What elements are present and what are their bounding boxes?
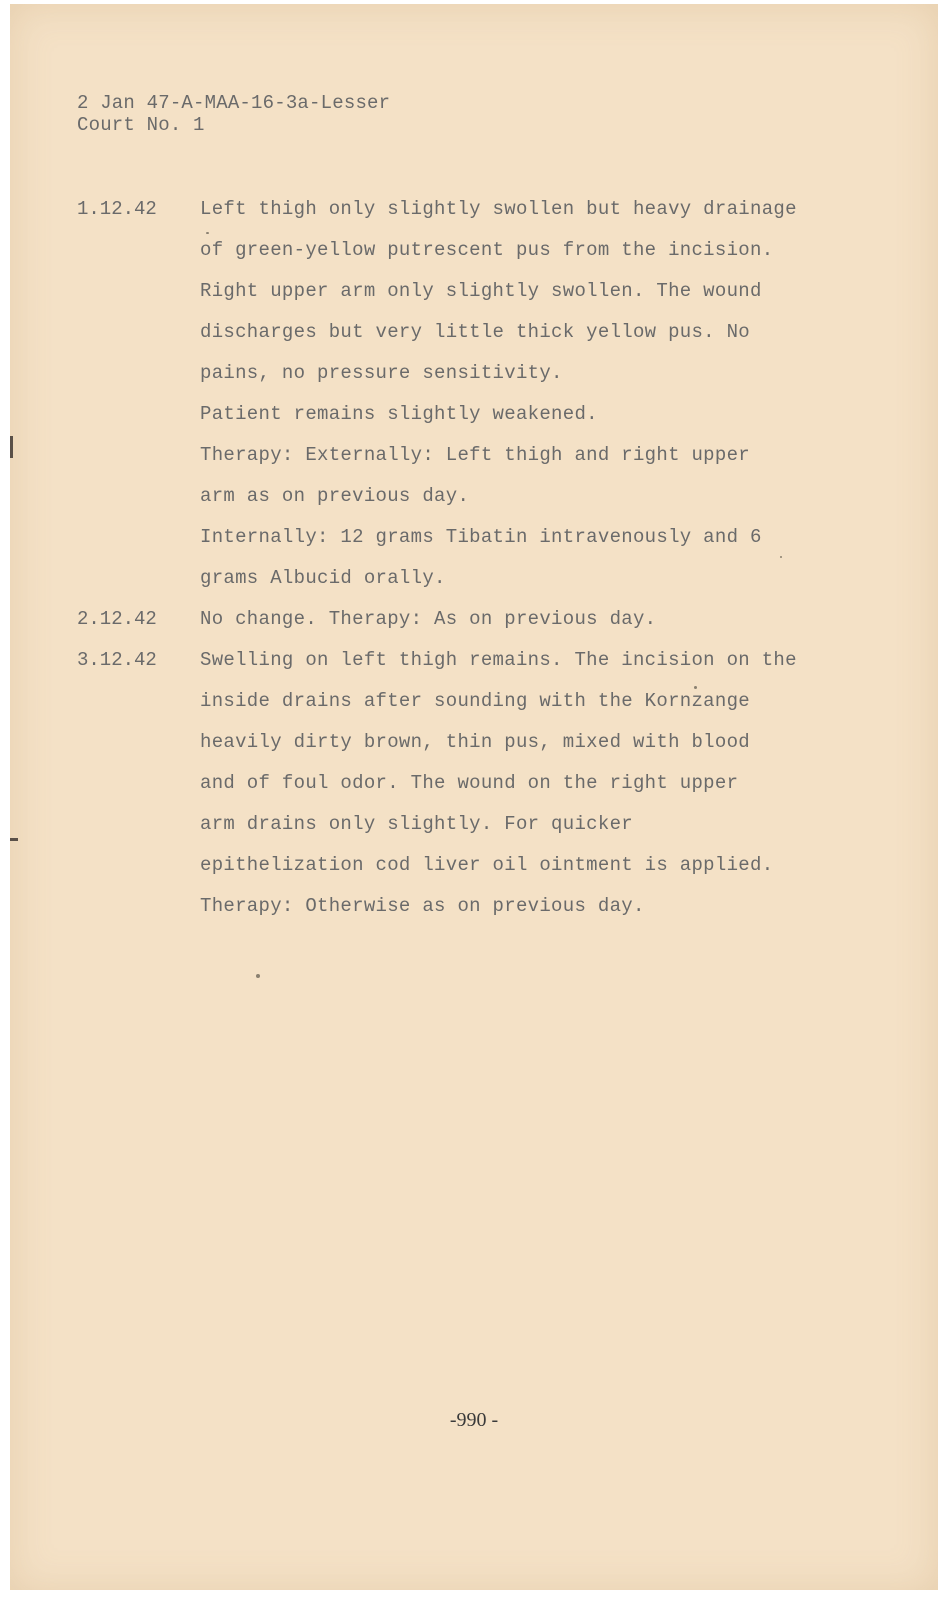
entry-line: pains, no pressure sensitivity. (200, 362, 563, 384)
case-reference: 2 Jan 47-A-MAA-16-3a-Lesser (77, 92, 391, 114)
entry-line: Left thigh only slightly swollen but heavy drainage (200, 198, 797, 220)
entry-line: epithelization cod liver oil ointment is applied. (200, 854, 774, 876)
entry-line: and of foul odor. The wound on the right upper (200, 772, 739, 794)
entry-line: Right upper arm only slightly swollen. The wound (200, 280, 762, 302)
paper-speck (206, 232, 209, 234)
entry-line: Therapy: Externally: Left thigh and right upper (200, 444, 750, 466)
entry-line: No change. Therapy: As on previous day. (200, 608, 657, 630)
paper-speck (256, 974, 260, 978)
entry-line: Swelling on left thigh remains. The incision on the (200, 649, 797, 671)
entry-date: 2.12.42 (77, 608, 157, 630)
entry-date: 1.12.42 (77, 198, 157, 220)
edge-mark (10, 838, 18, 841)
paper-speck (780, 556, 782, 558)
entry-line: Patient remains slightly weakened. (200, 403, 598, 425)
court-number: Court No. 1 (77, 114, 205, 136)
document-header (77, 92, 390, 136)
entry-line: discharges but very little thick yellow pus. No (200, 321, 750, 343)
entry-line: inside drains after sounding with the Kornzange (200, 690, 750, 712)
scan-border (0, 1590, 944, 1600)
entry-line: arm drains only slightly. For quicker (200, 813, 633, 835)
entry-line: grams Albucid orally. (200, 567, 446, 589)
entry-date: 3.12.42 (77, 649, 157, 671)
paper-speck (694, 686, 697, 689)
entry-line: of green-yellow putrescent pus from the incision. (200, 239, 774, 261)
entry-line: arm as on previous day. (200, 485, 470, 507)
entry-line: Internally: 12 grams Tibatin intravenously and 6 (200, 526, 762, 548)
page-number: -990 - (449, 1409, 499, 1431)
document-page (10, 4, 938, 1592)
entry-line: heavily dirty brown, thin pus, mixed with blood (200, 731, 750, 753)
edge-mark (10, 436, 13, 458)
entry-line: Therapy: Otherwise as on previous day. (200, 895, 645, 917)
